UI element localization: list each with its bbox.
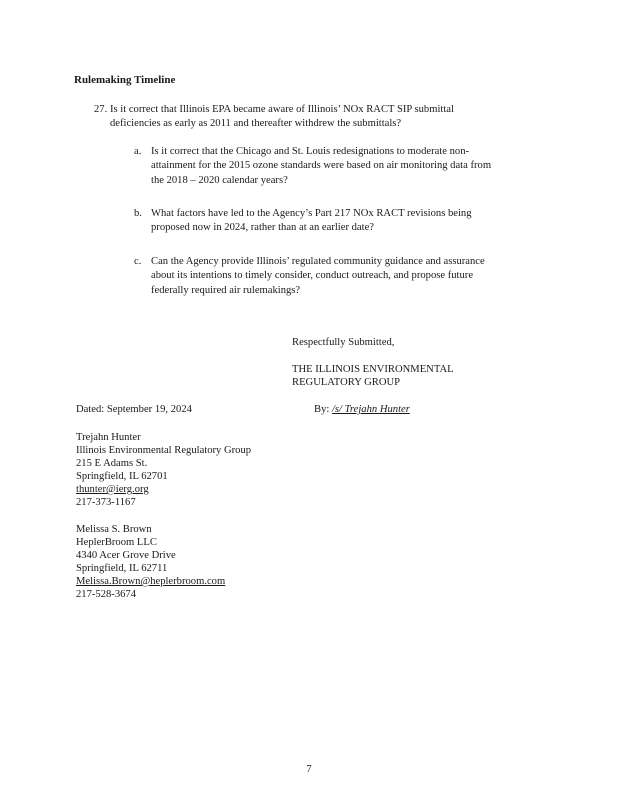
organization-name: REGULATORY GROUP — [292, 377, 401, 388]
signature-line — [314, 403, 410, 416]
sub-item-letter: c. — [134, 256, 142, 267]
respectfully-submitted: Respectfully Submitted, — [292, 337, 395, 348]
contact-phone: 217-528-3674 — [76, 589, 137, 600]
contact-email-link[interactable]: thunter@ierg.org — [76, 484, 149, 495]
contact-org: Illinois Environmental Regulatory Group — [76, 445, 252, 456]
contact-street: 215 E Adams St. — [76, 458, 148, 469]
section-heading: Rulemaking Timeline — [74, 74, 176, 86]
contact-name: Melissa S. Brown — [76, 524, 152, 535]
date-line: Dated: September 19, 2024 — [76, 404, 192, 415]
sub-item-line: proposed now in 2024, rather than at an earlier date? — [151, 222, 374, 233]
sub-item-line: What factors have led to the Agency’s Part 217 NOx RACT revisions being — [151, 208, 472, 219]
sub-item-line: Is it correct that the Chicago and St. Louis redesignations to moderate non- — [151, 146, 470, 157]
sub-item-line: Can the Agency provide Illinois’ regulated community guidance and assurance — [151, 256, 485, 267]
contact-email-link[interactable]: Melissa.Brown@heplerbroom.com — [76, 576, 226, 587]
contact-org: HeplerBroom LLC — [76, 537, 157, 548]
sub-item-line: about its intentions to timely consider, conduct outreach, and propose future — [151, 270, 474, 281]
contact-city: Springfield, IL 62701 — [76, 471, 168, 482]
sub-item-letter: b. — [134, 208, 142, 219]
organization-name: THE ILLINOIS ENVIRONMENTAL — [292, 364, 454, 375]
contact-city: Springfield, IL 62711 — [76, 563, 168, 574]
sub-item-line: federally required air rulemakings? — [151, 285, 301, 296]
sub-item-letter: a. — [134, 146, 142, 157]
question-line: Is it correct that Illinois EPA became aware of Illinois’ NOx RACT SIP submittal — [110, 104, 454, 115]
electronic-signature: /s/ Trejahn Hunter — [331, 404, 410, 415]
question-line: deficiencies as early as 2011 and thereafter withdrew the submittals? — [110, 118, 402, 129]
contact-name: Trejahn Hunter — [76, 432, 141, 443]
sub-item-line: attainment for the 2015 ozone standards were based on air monitoring data from — [151, 160, 492, 171]
by-label: By: — [314, 404, 330, 415]
page-number: 7 — [306, 764, 312, 775]
question-number: 27. — [94, 104, 108, 115]
contact-street: 4340 Acer Grove Drive — [76, 550, 176, 561]
contact-phone: 217-373-1167 — [76, 497, 136, 508]
sub-item-line: the 2018 – 2020 calendar years? — [151, 175, 288, 186]
